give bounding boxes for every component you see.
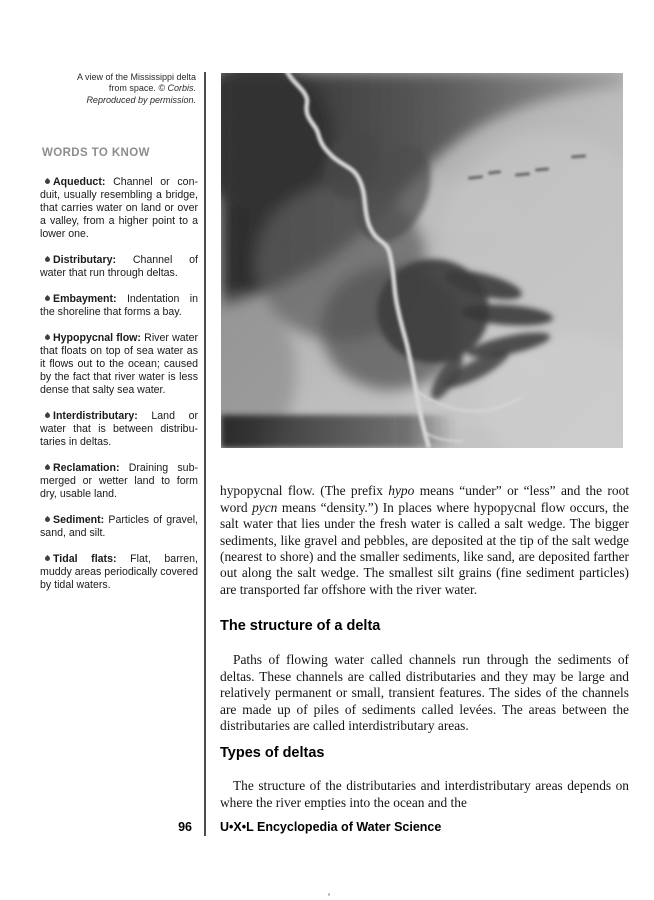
- water-drop-icon: [44, 178, 51, 185]
- para1-mid: means “under” or “less” and the root word: [220, 483, 629, 515]
- glossary-definition: Flat, barren, muddy areas periodically covered by tidal waters.: [40, 553, 198, 591]
- caption-line3: Reproduced by permission.: [86, 94, 196, 105]
- glossary-definition: Indentation in the shoreline that forms a bay.: [40, 293, 198, 318]
- para1-post: means “density.”) In places where hypopycnal flow occurs, the salt water that lies under the fresh water is called a salt wedge. The bigger sediments, like gravel and pebbles, are deposited at the tip of the salt wedge (nearest to shore) and the smaller sediments, like sand, are deposited farther out along the salt wedge. The smallest silt grains (fine sediment particles) are transported far offshore with the river water.: [220, 499, 629, 597]
- page-number: 96: [178, 820, 192, 834]
- heading-structure-of-a-delta: The structure of a delta: [220, 618, 381, 634]
- satellite-image: [221, 73, 623, 448]
- glossary-term: Tidal flats:: [53, 553, 117, 565]
- water-drop-icon: [44, 334, 51, 341]
- caption-line2-roman: from space.: [108, 83, 159, 94]
- words-to-know-header: WORDS TO KNOW: [42, 147, 150, 159]
- para1-pre: hypopycnal flow. (The prefix: [220, 483, 389, 499]
- glossary-entry-aqueduct: [40, 176, 198, 241]
- para1-italic-hypo: hypo: [388, 483, 415, 499]
- heading-types-of-deltas: Types of deltas: [220, 745, 325, 761]
- glossary-entry-embayment: [40, 293, 198, 319]
- photo-caption: [40, 72, 196, 106]
- water-drop-icon: [44, 516, 51, 523]
- glossary-term: Embayment:: [53, 293, 117, 305]
- delta-satellite-photo: [221, 73, 623, 448]
- glossary-entry-hypopycnal-flow: [40, 332, 198, 397]
- glossary-term: Reclamation:: [53, 462, 120, 474]
- para1-italic-pycn: pycn: [252, 499, 278, 515]
- glossary-term: Sediment:: [53, 514, 105, 526]
- paragraph-hypopycnal-flow: [220, 483, 629, 598]
- glossary-entry-distributary: [40, 254, 198, 280]
- para2-text: Paths of flowing water called channels run through the sediments of deltas. These channels are called distributaries and they may be large and relatively permanent or small, transient features. The sides of the channels are made up of piles of sediments called levées. The areas between the distributaries are called interdistributary areas.: [220, 652, 629, 734]
- glossary-entry-tidal-flats: [40, 553, 198, 592]
- glossary-definition: Particles of gravel, sand, and silt.: [40, 514, 199, 539]
- glossary-term: Interdistributary:: [53, 410, 138, 422]
- glossary-definition: Draining submerged or wetter land to form dry, usable land.: [40, 462, 198, 500]
- paragraph-types: [220, 778, 629, 811]
- water-drop-icon: [44, 412, 51, 419]
- glossary-entry-reclamation: [40, 462, 198, 501]
- caption-line1: A view of the Mississippi delta: [76, 72, 196, 82]
- water-drop-icon: [44, 464, 51, 471]
- water-drop-icon: [44, 256, 51, 263]
- para3-text: The structure of the distributaries and interdistributary areas depends on where the river empties into the ocean and the: [220, 778, 629, 810]
- glossary-entry-interdistributary: [40, 410, 198, 449]
- print-artifact-dot: [328, 893, 330, 896]
- glossary-entry-sediment: [40, 514, 198, 540]
- water-drop-icon: [44, 555, 51, 562]
- caption-credit: © Corbis.: [158, 83, 196, 94]
- glossary-definition: Channel or conduit, usually resembling a bridge, that carries water on land or over a valley, from a higher point to a lower one.: [40, 176, 198, 240]
- glossary-term: Hypopycnal flow:: [53, 332, 141, 344]
- glossary-term: Distributary:: [53, 254, 116, 266]
- glossary-definition: Land or water that is between distributaries in deltas.: [40, 410, 198, 448]
- photo-grain-texture: [221, 73, 623, 448]
- glossary-definition: River water that floats on top of sea water as it flows out to the ocean; caused by the fact that river water is less dense that salty sea water.: [40, 332, 198, 396]
- glossary-definition: Channel of water that run through deltas.: [40, 254, 198, 279]
- column-divider-rule: [204, 72, 206, 836]
- glossary-term: Aqueduct:: [53, 176, 106, 188]
- footer-book-title: U•X•L Encyclopedia of Water Science: [220, 820, 442, 834]
- water-drop-icon: [44, 295, 51, 302]
- glossary-list: [40, 176, 198, 605]
- paragraph-structure: [220, 652, 629, 734]
